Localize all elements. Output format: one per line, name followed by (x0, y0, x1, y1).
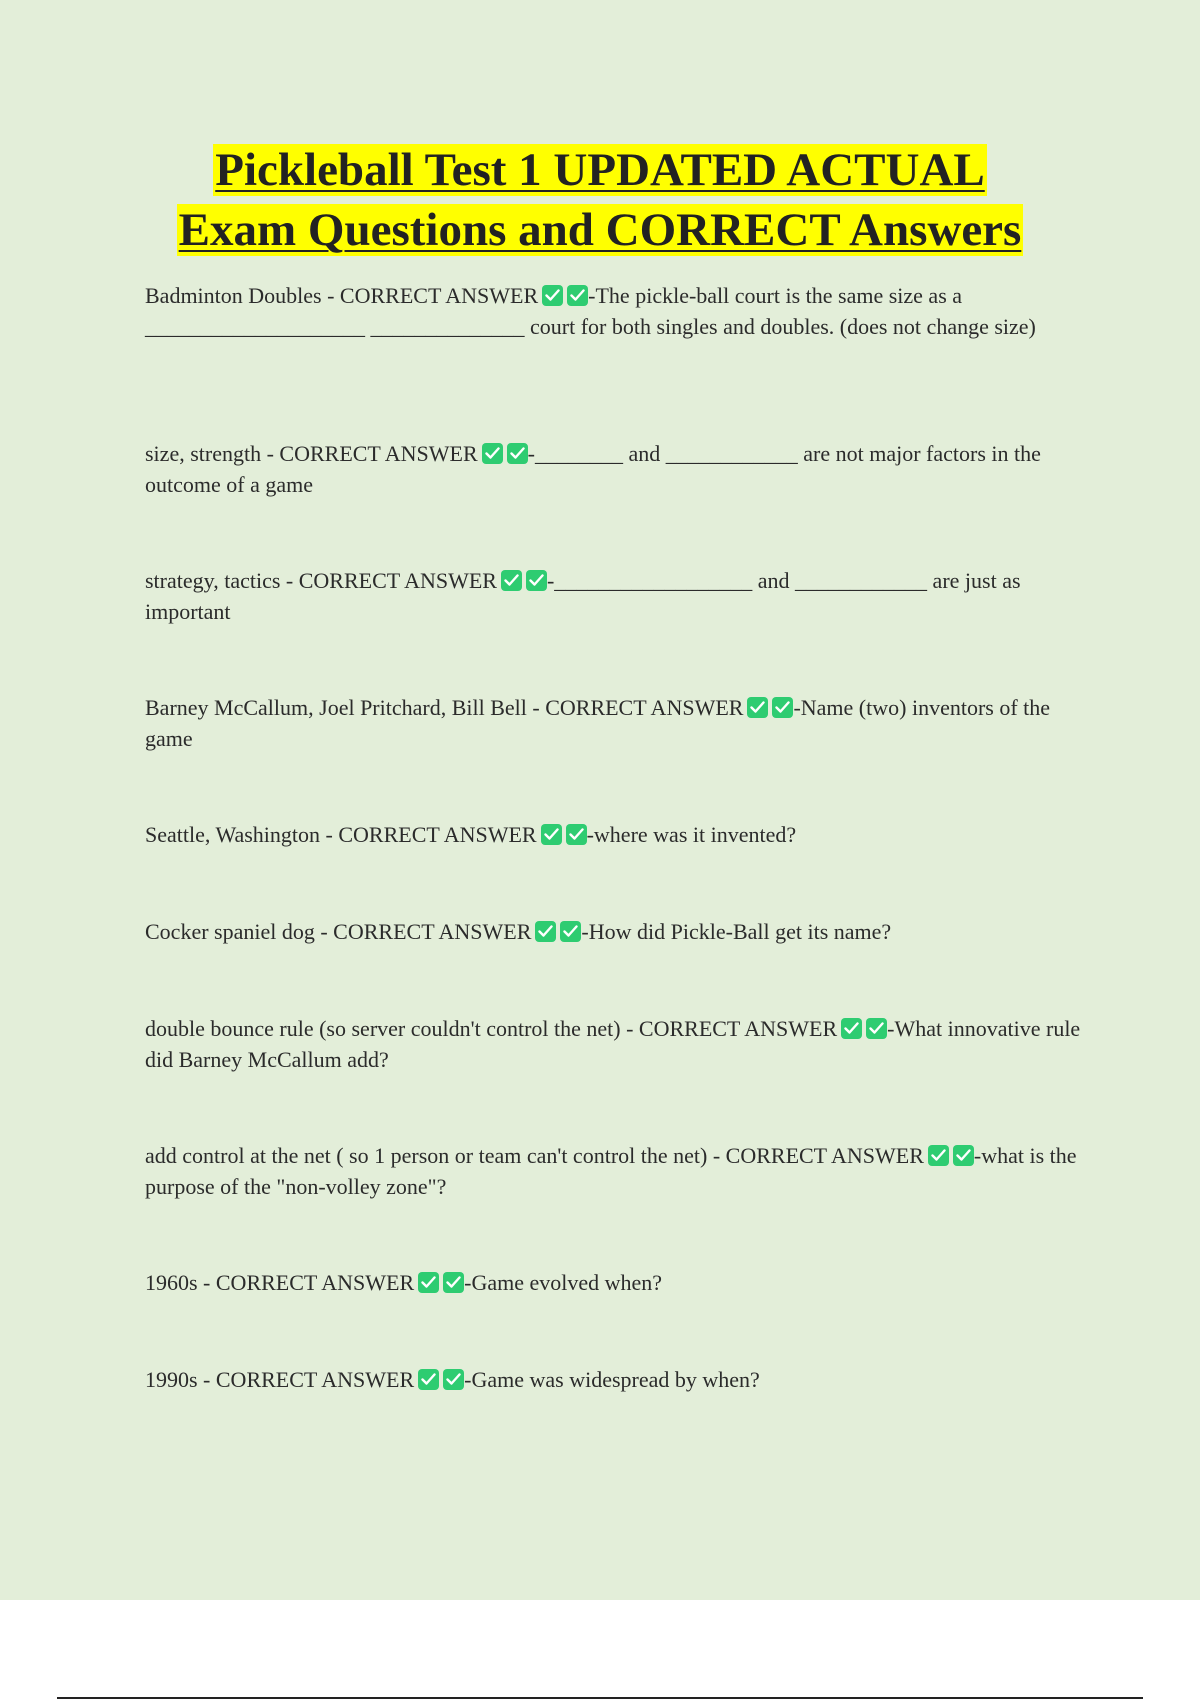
question-text: -________ and ____________ are not major factors in the outcome of a game (145, 441, 1041, 497)
checkmark-icon (866, 1018, 887, 1039)
question-text: -Game evolved when? (464, 1270, 663, 1295)
checkmark-icon (772, 697, 793, 718)
answer-text: Seattle, Washington - CORRECT ANSWER (145, 822, 537, 847)
checkmark-icon (535, 921, 556, 942)
question-text: -What innovative rule did Barney McCallum add? (145, 1016, 1081, 1072)
checkmark-icon (928, 1145, 949, 1166)
qa-item (145, 819, 1085, 850)
checkmark-icon (418, 1272, 439, 1293)
qa-item (145, 916, 1085, 947)
question-text: -__________________ and ____________ are just as important (145, 568, 1021, 624)
checkmark-icon (526, 570, 547, 591)
question-text: -How did Pickle-Ball get its name? (581, 919, 892, 944)
checkmark-icon (567, 285, 588, 306)
checkmark-icon (841, 1018, 862, 1039)
qa-item (145, 1364, 1085, 1395)
answer-text: Barney McCallum, Joel Pritchard, Bill Bell - CORRECT ANSWER (145, 695, 744, 720)
answer-text: add control at the net ( so 1 person or team can't control the net) - CORRECT ANSWER (145, 1143, 924, 1168)
qa-item (145, 565, 1085, 627)
answer-text: 1990s - CORRECT ANSWER (145, 1367, 415, 1392)
checkmark-icon (953, 1145, 974, 1166)
checkmark-icon (482, 443, 503, 464)
footer-divider (57, 1697, 1143, 1699)
question-text: -Game was widespread by when? (464, 1367, 760, 1392)
answer-text: strategy, tactics - CORRECT ANSWER (145, 568, 497, 593)
qa-item (145, 1013, 1085, 1075)
qa-item (145, 280, 1085, 342)
answer-text: Cocker spaniel dog - CORRECT ANSWER (145, 919, 532, 944)
answer-text: size, strength - CORRECT ANSWER (145, 441, 478, 466)
question-text: -where was it invented? (586, 822, 797, 847)
qa-item (145, 1267, 1085, 1298)
checkmark-icon (443, 1272, 464, 1293)
answer-text: double bounce rule (so server couldn't control the net) - CORRECT ANSWER (145, 1016, 838, 1041)
question-text: -Name (two) inventors of the game (145, 695, 1051, 751)
qa-item (145, 438, 1085, 500)
checkmark-icon (747, 697, 768, 718)
checkmark-icon (418, 1369, 439, 1390)
question-text: -The pickle-ball court is the same size as a ____________________ ______________ court for both singles and doubles. (does not change size) (145, 283, 1036, 339)
title-line-2 (0, 200, 1200, 260)
checkmark-icon (507, 443, 528, 464)
checkmark-icon (560, 921, 581, 942)
document-title (0, 140, 1200, 260)
checkmark-icon (566, 824, 587, 845)
question-text: -what is the purpose of the "non-volley zone"? (145, 1143, 1077, 1199)
title-text-2: Exam Questions and CORRECT Answers (178, 204, 1022, 256)
qa-item (145, 692, 1085, 754)
qa-item (145, 1140, 1085, 1202)
checkmark-icon (541, 824, 562, 845)
checkmark-icon (443, 1369, 464, 1390)
title-line-1 (0, 140, 1200, 200)
checkmark-icon (542, 285, 563, 306)
answer-text: 1960s - CORRECT ANSWER (145, 1270, 415, 1295)
title-text-1: Pickleball Test 1 UPDATED ACTUAL (215, 144, 985, 196)
checkmark-icon (501, 570, 522, 591)
answer-text: Badminton Doubles - CORRECT ANSWER (145, 283, 539, 308)
